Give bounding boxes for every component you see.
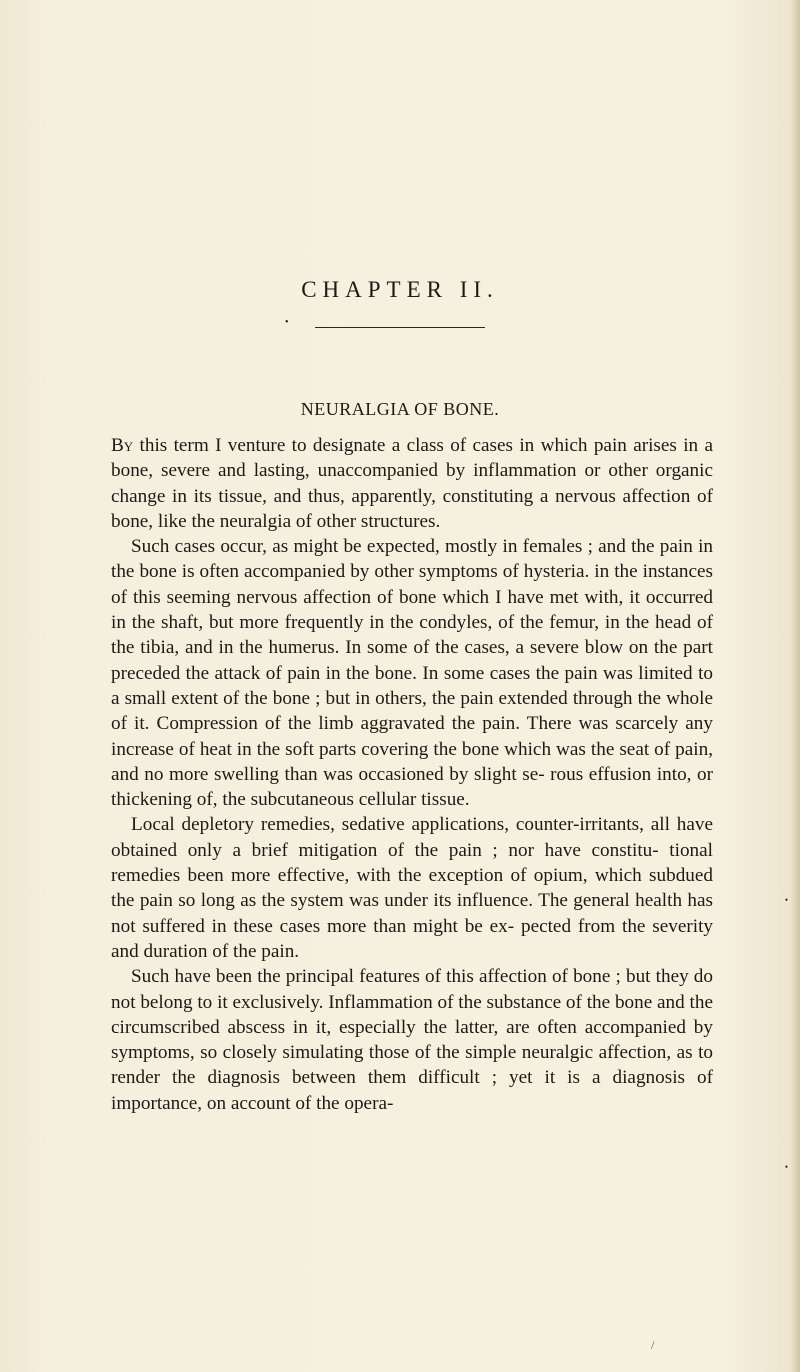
paragraph-4 — [111, 964, 713, 1116]
page-edge-shadow — [790, 0, 800, 1372]
margin-dot: • — [784, 1162, 788, 1172]
paragraph-2 — [111, 534, 713, 812]
section-title: NEURALGIA OF BONE. — [300, 399, 500, 419]
chapter-body — [111, 433, 713, 1116]
paragraph-text: this term I venture to designate a class of cases in which pain arises in a bone, severe and lasting, unaccompanied by inflammation or other organic change in its tissue, and thus, apparently, constituting a nervous affection of bone, like the neuralgia of other structures. — [111, 435, 713, 532]
chapter-title: CHAPTER II. — [301, 277, 499, 302]
opening-word: By — [111, 435, 134, 456]
ink-mark: • — [285, 317, 289, 328]
paragraph-3 — [111, 812, 713, 964]
paragraph-1 — [111, 433, 713, 534]
paragraph-text: Such have been the principal features of this affection of bone ; but they do not belong to it exclusively. Inflammation of the substance of the bone and the circumscribed abscess in it, especially the latter, are often accompanied by symptoms, so closely simulating those of the simple neuralgic affection, as to render the diagnosis between them difficult ; yet it is a diagnosis of importance, on account of the opera- — [111, 966, 713, 1114]
title-rule-divider — [315, 327, 485, 328]
margin-dot: • — [784, 895, 788, 905]
paragraph-text: Such cases occur, as might be expected, mostly in females ; and the pain in the bone is often accompanied by other symptoms of hysteria. in the instances of this seeming nervous affection of bone which I have met with, it occurred in the shaft, but more frequently in the condyles, of the femur, in the head of the tibia, and in the humerus. In some of the cases, a severe blow on the part preceded the attack of pain in the bone. In some cases the pain was limited to a small extent of the bone ; but in others, the pain extended through the whole of it. Compression of the limb aggravated the pain. There was scarcely any increase of heat in the soft parts covering the bone which was the seat of pain, and no more swelling than was occasioned by slight se- rous effusion into, or thickening of, the subcutaneous cellular tissue. — [111, 536, 713, 811]
paragraph-text: Local depletory remedies, sedative applications, counter-irritants, all have obtained only a brief mitigation of the pain ; nor have constitu- tional remedies been more effective, with the exception of opium, which subdued the pain so long as the system was under its influence. The general health has not suffered in these cases more than might be ex- pected from the severity and duration of the pain. — [111, 814, 713, 962]
stray-pencil-mark: / — [651, 1338, 655, 1352]
